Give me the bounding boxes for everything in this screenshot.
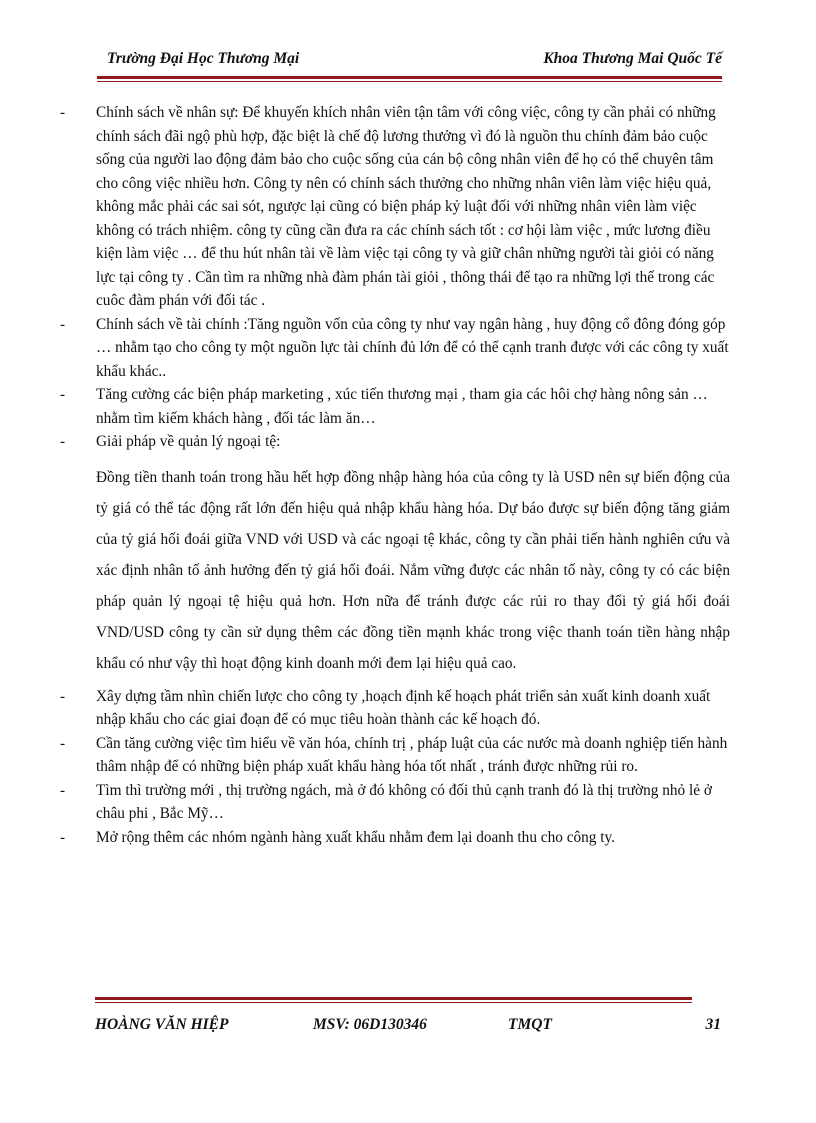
bullet-dash: -: [60, 828, 66, 846]
bullet-dash: -: [60, 386, 66, 403]
bullet-text: Mở rộng thêm các nhóm ngành hàng xuất khẩu nhằm đem lại doanh thu cho công ty.: [96, 828, 615, 846]
bullet-text: Chính sách về nhân sự: Để khuyến khích nhân viên tận tâm với công việc, công ty cần phải có những chính sách đãi ngộ phù hợp, đặc biệt là chế độ lương thưởng vì đó là nguồn thu chính đảm bảo cuộc sống của người lao động đảm bảo cho cuộc sống của cán bộ công nhân viên để họ có thể chuyên tâm cho công việc nhiều hơn. Công ty nên có chính sách thưởng cho những nhân viên làm việc hiệu quả, không mắc phải các sai sót, ngược lại cũng có biện pháp kỷ luật đối với những nhân viên làm việc không có trách nhiệm. công ty cũng cần đưa ra các chính sách tốt : cơ hội làm việc , mức lương điều kiện làm việc … để thu hút nhân tài về làm việc tại công ty và giữ chân những người tài giỏi có năng lực tại công ty . Cần tìm ra những nhà đàm phán tài giỏi , thông thái để tạo ra những lợi thế trong các cuôc đàm phán với đối tác .: [96, 104, 716, 309]
bullet-text: Tìm thì trường mới , thị trường ngách, mà ở đó không có đối thủ cạnh tranh đó là thị trường nhỏ lẻ ở châu phi , Bắc Mỹ…: [96, 781, 712, 822]
bullet-dash: -: [60, 734, 66, 752]
header-faculty: Khoa Thương Mai Quốc Tế: [543, 50, 722, 67]
bullet-text: Cần tăng cường việc tìm hiểu về văn hóa, chính trị , pháp luật của các nước mà doanh nghiệp tiến hành thâm nhập để có những biện pháp xuất khẩu hàng hóa tốt nhất , tránh được những rủi ro.: [96, 734, 728, 775]
footer-rule-thin: [95, 1002, 692, 1003]
bullet-text: Chính sách về tài chính :Tăng nguồn vốn của công ty như vay ngân hàng , huy động cổ đông đóng góp … nhằm tạo cho công ty một nguồn lực tài chính đủ lớn để có thể cạnh tranh được với các công ty xuất khẩu khác..: [96, 315, 729, 380]
footer-department: TMQT: [508, 1016, 552, 1033]
footer-rule: [95, 997, 692, 1000]
bullet-marketing: [60, 383, 730, 430]
header-university: Trường Đại Học Thương Mại: [107, 50, 300, 67]
bullet-text: Xây dựng tầm nhìn chiến lược cho công ty ,hoạch định kế hoạch phát triển sản xuất kinh doanh xuất nhập khẩu cho các giai đoạn để có mục tiêu hoàn thành các kế hoạch đó.: [96, 687, 711, 728]
page-footer: [95, 1016, 721, 1038]
bullet-dash: -: [60, 433, 66, 450]
document-body: [60, 101, 730, 849]
bullet-currency-solution: [60, 430, 730, 454]
bullet-dash: -: [60, 104, 66, 121]
bullet-dash: -: [60, 781, 66, 799]
page-number: 31: [705, 1016, 721, 1033]
page-header: [97, 46, 722, 76]
bullet-new-markets: [60, 779, 730, 826]
header-rule-thin: [97, 81, 722, 82]
bullet-dash: -: [60, 315, 66, 333]
currency-paragraph: Đồng tiền thanh toán trong hầu hết hợp đồng nhập hàng hóa của công ty là USD nên sự biến động của tỷ giá có thể tác động rất lớn đến hiệu quả nhập khẩu hàng hóa. Dự báo được sự biến động tăng giảm của tỷ giá hối đoái giữa VND với USD và các ngoại tệ khác, công ty cần phải tiến hành nghiên cứu và xác định nhân tố ảnh hưởng đến tỷ giá hối đoái. Nắm vững được các nhân tố này, công ty có các biện pháp quản lý ngoại tệ hiệu quả hơn. Hơn nữa để tránh được các rủi ro thay đổi tỷ giá hối đoái VND/USD công ty cần sử dụng thêm các đồng tiền mạnh khác trong việc thanh toán tiền hàng nhập khẩu có như vậy thì hoạt động kinh doanh mới đem lại hiệu quả cao.: [96, 468, 730, 672]
bullet-text: Giải pháp về quản lý ngoại tệ:: [96, 433, 281, 450]
bullet-dash: -: [60, 687, 66, 705]
footer-author: HOÀNG VĂN HIỆP: [95, 1016, 229, 1033]
header-rule: [97, 76, 722, 79]
bullet-strategy: [60, 685, 730, 732]
bullet-finance-policy: [60, 313, 730, 384]
bullet-text: Tăng cường các biện pháp marketing , xúc tiến thương mại , tham gia các hôi chợ hàng nông sản … nhằm tìm kiếm khách hàng , đối tác làm ăn…: [96, 386, 708, 427]
bullet-culture-research: [60, 732, 730, 779]
bullet-hr-policy: [60, 101, 730, 313]
footer-student-id: MSV: 06D130346: [313, 1016, 427, 1033]
bullet-expand-products: [60, 826, 730, 850]
